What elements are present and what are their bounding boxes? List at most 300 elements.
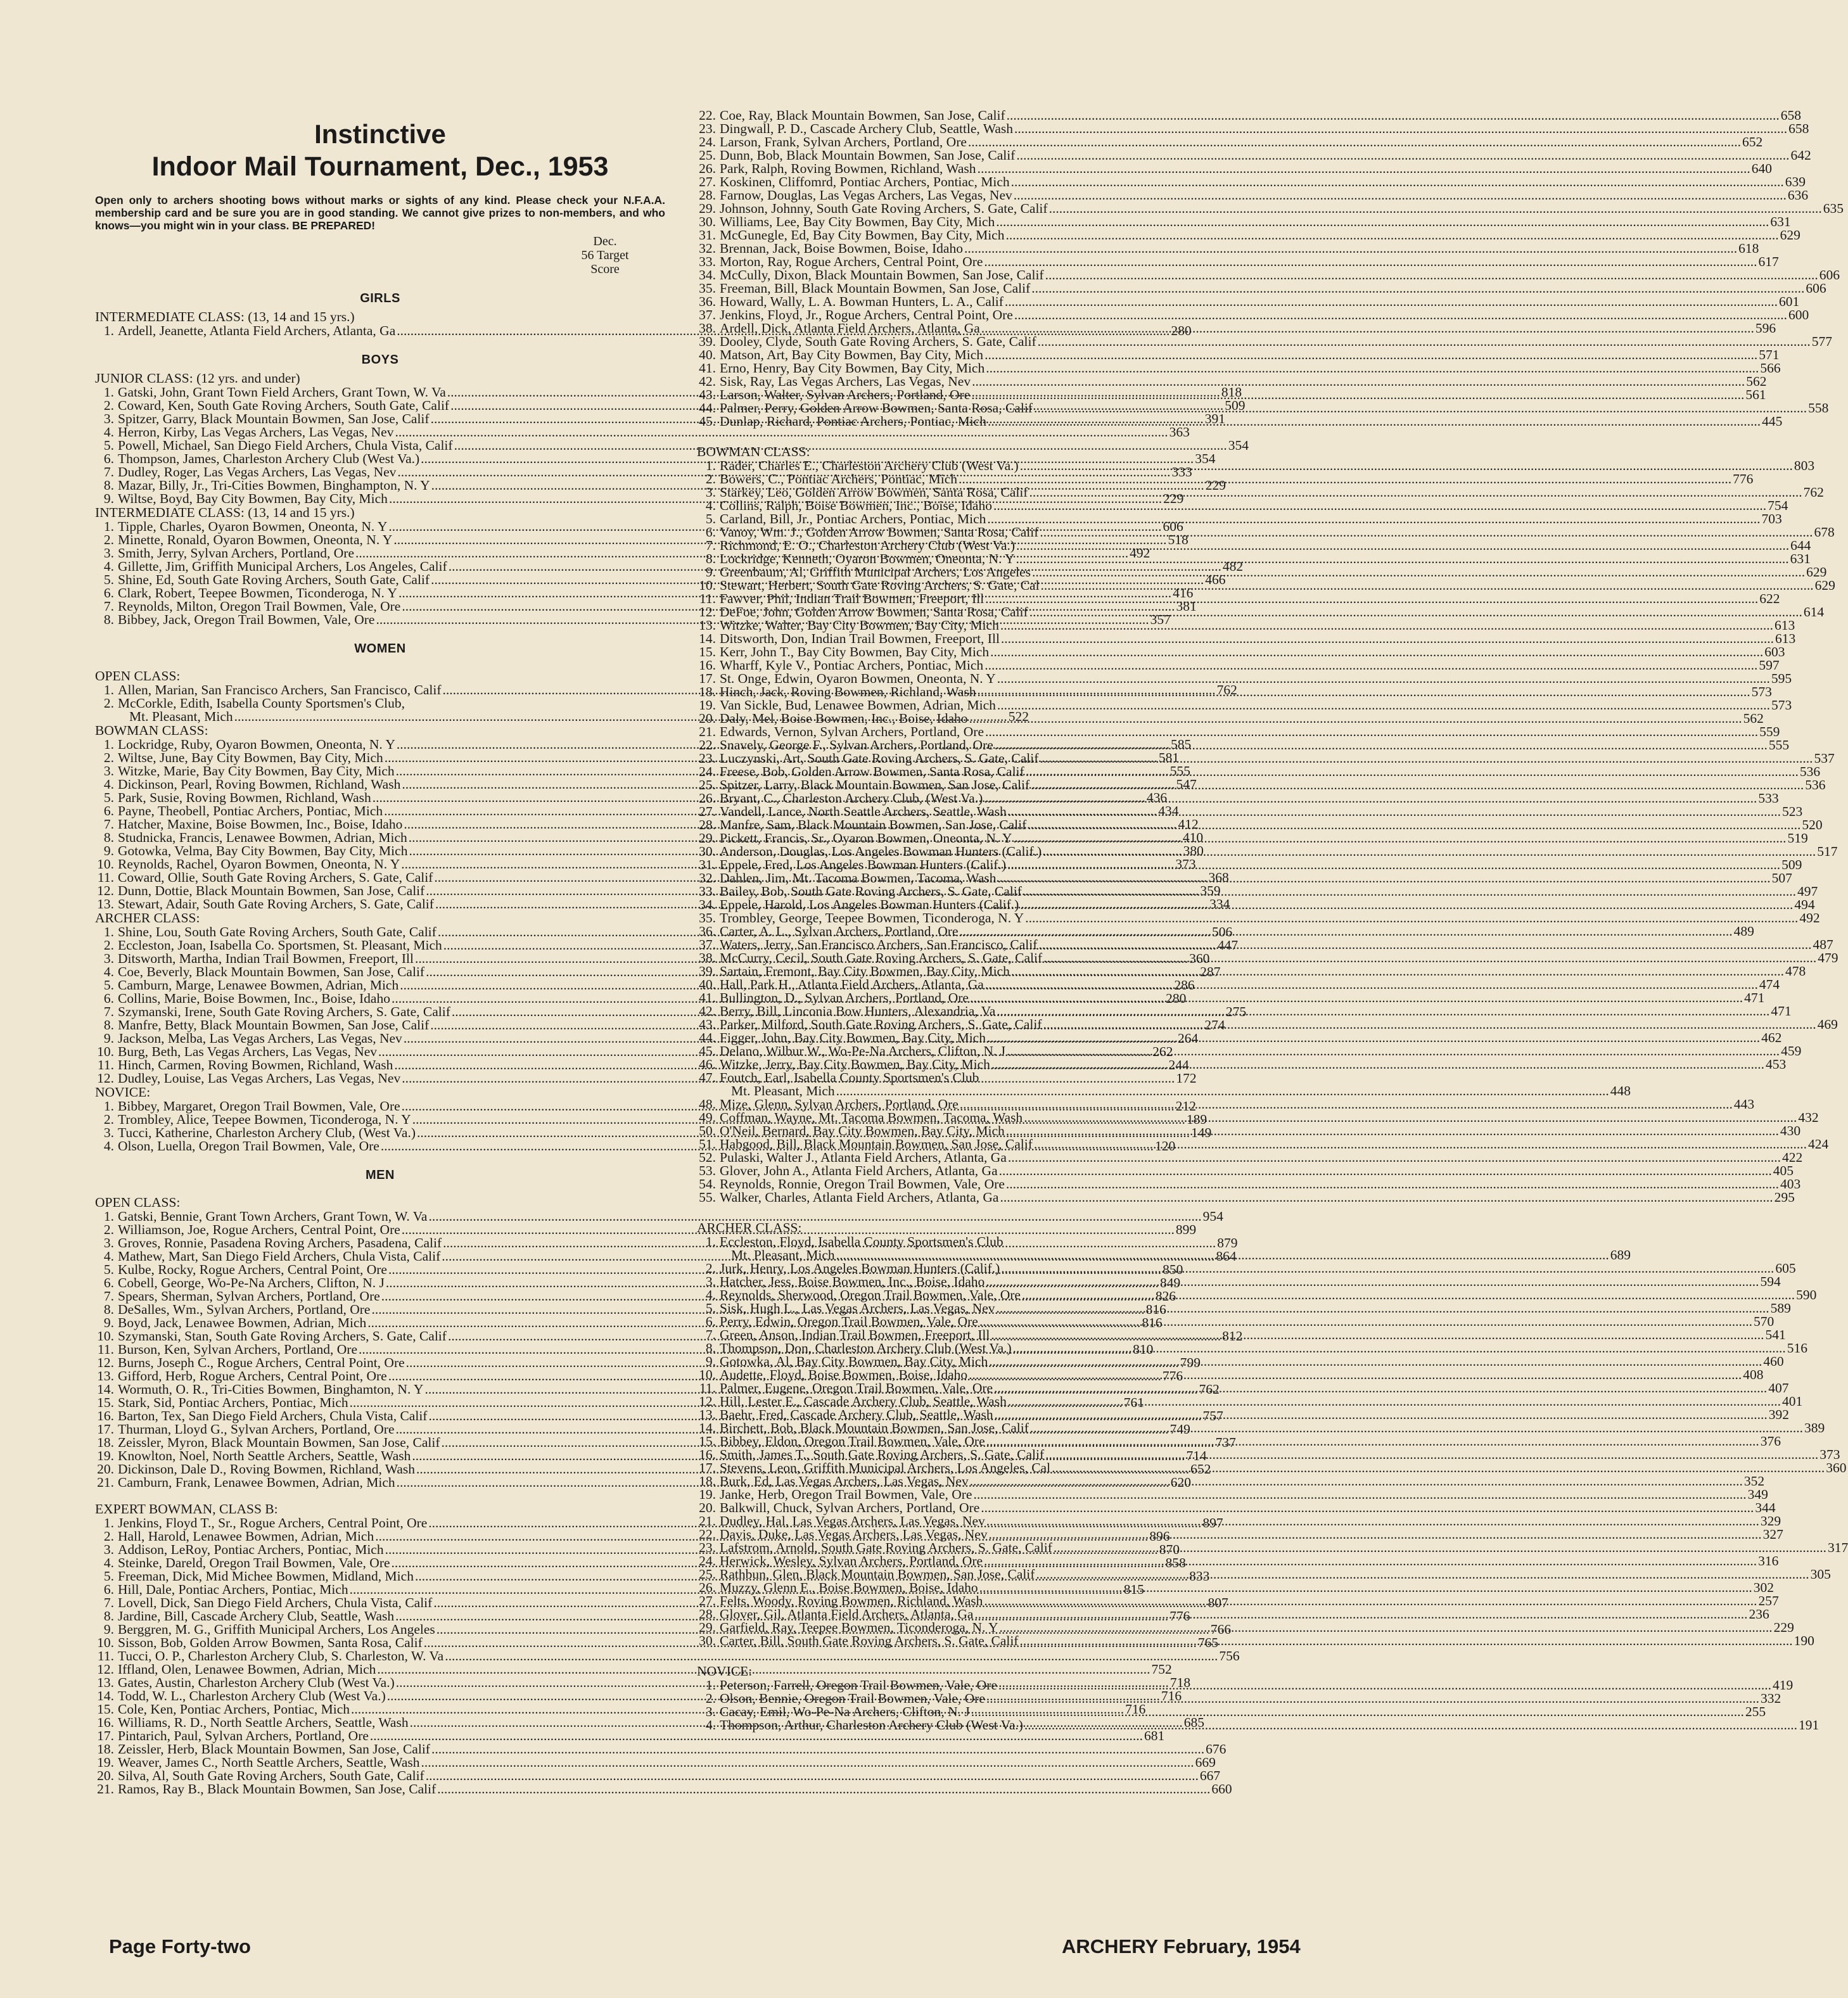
leader-dots bbox=[1032, 566, 1805, 579]
archer-name-club: Allen, Marian, San Francisco Archers, San Francisco, Calif bbox=[118, 682, 442, 697]
archer-name-club: Felts, Woody, Roving Bowmen, Richland, Wash bbox=[720, 1593, 983, 1608]
result-entry bbox=[697, 1123, 1801, 1138]
score-value: 280 bbox=[1166, 991, 1187, 1006]
right-column bbox=[697, 108, 1848, 1733]
rank-number: 6. bbox=[103, 1275, 114, 1290]
result-entry bbox=[697, 1717, 1819, 1733]
score-value: 541 bbox=[1765, 1327, 1786, 1342]
rank-number: 17. bbox=[699, 1460, 716, 1475]
score-value: 344 bbox=[1755, 1500, 1776, 1515]
archer-name-club: Pickett, Francis, Sr., Oyaron Bowmen, Oneonta, N. Y bbox=[720, 830, 1012, 846]
rank-number: 17. bbox=[699, 671, 716, 686]
rank-number: 15. bbox=[97, 1395, 114, 1410]
score-value: 622 bbox=[1759, 591, 1780, 606]
archer-name-club: Carland, Bill, Jr., Pontiac Archers, Pontiac, Mich bbox=[720, 511, 986, 526]
leader-dots bbox=[986, 1515, 1759, 1528]
leader-dots bbox=[985, 348, 1757, 362]
class-heading: OPEN CLASS: bbox=[95, 1195, 181, 1210]
archer-name-club: Dunn, Dottie, Black Mountain Bowmen, San Jose, Calif bbox=[118, 883, 425, 898]
leader-dots bbox=[1026, 765, 1799, 779]
archer-name-club: Coward, Ken, South Gate Roving Archers, South Gate, Calif bbox=[118, 398, 450, 413]
leader-dots bbox=[1034, 1138, 1807, 1154]
archer-name-club: Vanoy, Wm. J., Golden Arrow Bowmen, Santa Rosa, Calif bbox=[720, 525, 1039, 540]
score-value: 422 bbox=[1782, 1150, 1803, 1165]
score-value: 613 bbox=[1775, 631, 1796, 646]
score-value: 562 bbox=[1743, 711, 1764, 726]
leader-dots bbox=[1008, 1151, 1781, 1164]
score-value: 678 bbox=[1814, 525, 1835, 540]
result-entry bbox=[697, 804, 1803, 819]
leader-dots bbox=[431, 1743, 1204, 1756]
archer-name-club: Barton, Tex, San Diego Field Archers, Chula Vista, Calif bbox=[118, 1408, 428, 1423]
rank-number: 43. bbox=[699, 1017, 716, 1032]
rank-number: 8. bbox=[705, 551, 716, 566]
rank-number: 27. bbox=[699, 1593, 716, 1608]
result-entry bbox=[697, 709, 1764, 726]
leader-dots bbox=[1041, 579, 1814, 592]
rank-number: 44. bbox=[699, 1030, 716, 1045]
score-value: 703 bbox=[1761, 511, 1782, 526]
rank-number: 1. bbox=[705, 458, 716, 473]
rank-number: 28. bbox=[699, 817, 716, 832]
rank-number: 1. bbox=[705, 1677, 716, 1693]
rank-number: 7. bbox=[705, 1327, 716, 1342]
archer-name-club: Perry, Edwin, Oregon Trail Bowmen, Vale, Ore bbox=[720, 1314, 978, 1329]
archer-name-club: Kerr, John T., Bay City Bowmen, Bay City, Mich bbox=[720, 644, 990, 659]
score-value: 581 bbox=[1158, 750, 1180, 765]
rank-number: 36. bbox=[699, 924, 716, 939]
archer-name-club: Zeissler, Myron, Black Mountain Bowmen, San Jose, Calif bbox=[118, 1435, 440, 1450]
rank-number: 1. bbox=[705, 1234, 716, 1249]
score-value: 614 bbox=[1803, 604, 1825, 620]
leader-dots bbox=[970, 991, 1743, 1005]
score-value: 600 bbox=[1788, 307, 1809, 322]
leader-dots bbox=[989, 1528, 1762, 1544]
rank-number: 30. bbox=[699, 1633, 716, 1648]
rank-number: 5. bbox=[103, 1568, 114, 1584]
rank-number: 5. bbox=[103, 1262, 114, 1277]
leader-dots bbox=[995, 739, 1768, 752]
archer-name-club: Payne, Theobell, Pontiac Archers, Pontiac, Mich bbox=[118, 803, 383, 818]
result-entry bbox=[697, 671, 1792, 686]
rank-number: 4. bbox=[103, 424, 114, 440]
rank-number: 2. bbox=[705, 1261, 716, 1276]
result-entry bbox=[697, 360, 1781, 376]
archer-name-club: Witzke, Marie, Bay City Bowmen, Bay City, Mich bbox=[118, 763, 395, 779]
score-value: 447 bbox=[1217, 938, 1239, 953]
rank-number: 33. bbox=[699, 884, 716, 899]
rank-number: 27. bbox=[699, 804, 716, 819]
score-value: 275 bbox=[1226, 1004, 1247, 1019]
rank-number: 6. bbox=[103, 991, 114, 1006]
archer-name-club: Burg, Beth, Las Vegas Archers, Las Vegas, Nev bbox=[118, 1044, 378, 1059]
archer-name-club: Herron, Kirby, Las Vegas Archers, Las Vegas, Nev bbox=[118, 424, 394, 440]
score-value: 354 bbox=[1195, 451, 1216, 466]
score-value: 606 bbox=[1819, 267, 1840, 283]
rank-number: 11. bbox=[97, 1648, 114, 1664]
result-entry bbox=[697, 1110, 1819, 1127]
result-entry bbox=[697, 964, 1806, 979]
rank-number: 40. bbox=[699, 347, 716, 362]
rank-number: 5. bbox=[103, 977, 114, 993]
archer-name-club: Bailey, Bob, South Gate Roving Archers, S. Gate, Calif bbox=[720, 884, 1022, 899]
archer-name-club: Gatski, Bennie, Grant Town Archers, Grant Town, W. Va bbox=[118, 1209, 428, 1224]
archer-name-club: Mt. Pleasant, Mich bbox=[731, 1083, 835, 1098]
archer-name-club: Thurman, Lloyd G., Sylvan Archers, Portland, Ore bbox=[118, 1422, 395, 1437]
rank-number: 3. bbox=[705, 1704, 716, 1719]
rank-number: 6. bbox=[705, 525, 716, 540]
score-value: 716 bbox=[1125, 1702, 1146, 1717]
leader-dots bbox=[991, 1328, 1764, 1342]
result-entry bbox=[697, 1460, 1847, 1475]
archer-name-club: Bibbey, Eldon, Oregon Trail Bowmen, Vale, Ore bbox=[720, 1434, 985, 1449]
result-entry bbox=[697, 1301, 1791, 1316]
result-entry bbox=[697, 241, 1759, 256]
archer-name-club: Ramos, Ray B., Black Mountain Bowmen, San Jose, Calif bbox=[118, 1781, 437, 1797]
score-value: 487 bbox=[1813, 937, 1833, 952]
leader-dots bbox=[1031, 282, 1804, 295]
leader-dots bbox=[1000, 619, 1773, 632]
score-value: 561 bbox=[1745, 387, 1766, 402]
leader-dots bbox=[972, 375, 1745, 388]
leader-dots bbox=[1024, 1719, 1797, 1732]
archer-name-club: Coward, Ollie, South Gate Roving Archers, S. Gate, Calif bbox=[118, 870, 433, 885]
rank-number: 1. bbox=[103, 924, 114, 939]
archer-name-club: Cacay, Emil, Wo-Pe-Na Archers, Clifton, N. J bbox=[720, 1704, 970, 1719]
score-value: 305 bbox=[1810, 1567, 1831, 1582]
result-entry bbox=[697, 1677, 1794, 1693]
leader-dots bbox=[1036, 1568, 1809, 1584]
rank-number: 8. bbox=[103, 1017, 114, 1033]
rank-number: 31. bbox=[699, 227, 716, 243]
rank-number: 28. bbox=[699, 188, 716, 203]
rank-number: 8. bbox=[103, 830, 114, 845]
result-entry bbox=[697, 857, 1802, 872]
result-entry bbox=[697, 227, 1800, 243]
score-value: 479 bbox=[1818, 950, 1838, 965]
archer-name-club: Clark, Robert, Teepee Bowmen, Ticonderoga, N. Y bbox=[118, 585, 397, 601]
rank-number: 5. bbox=[103, 438, 114, 453]
score-value: 257 bbox=[1758, 1593, 1779, 1608]
result-entry bbox=[697, 791, 1779, 806]
score-value: 812 bbox=[1222, 1328, 1243, 1344]
rank-number: 5. bbox=[103, 572, 114, 587]
result-entry bbox=[697, 1567, 1831, 1584]
archer-name-club: Birchett, Bob, Black Mountain Bowmen, San Jose, Calif bbox=[720, 1420, 1029, 1435]
rank-number: 15. bbox=[97, 1702, 114, 1717]
archer-name-club: Bibbey, Margaret, Oregon Trail Bowmen, Vale, Ore bbox=[118, 1098, 400, 1114]
result-entry bbox=[95, 1768, 1221, 1783]
archer-name-club: Carter, Bill, South Gate Roving Archers, S. Gate, Calif bbox=[720, 1633, 1019, 1648]
score-value: 547 bbox=[1176, 777, 1197, 792]
rank-number: 49. bbox=[699, 1110, 716, 1125]
result-entry bbox=[697, 1540, 1848, 1555]
leader-dots bbox=[973, 1488, 1746, 1501]
rank-number: 10. bbox=[97, 1635, 114, 1650]
archer-name-club: Richmond, E. O., Charleston Archery Club (West Va.) bbox=[720, 538, 1016, 553]
archer-name-club: Cobell, George, Wo-Pe-Na Archers, Clifton, N. J bbox=[118, 1275, 385, 1290]
leader-dots bbox=[988, 415, 1761, 428]
archer-name-club: Minette, Ronald, Oyaron Bowmen, Oneonta, N. Y bbox=[118, 532, 393, 547]
archer-name-club: Groves, Ronnie, Pasadena Roving Archers, Pasadena, Calif bbox=[118, 1235, 442, 1250]
leader-dots bbox=[1007, 858, 1780, 872]
archer-name-club: Koskinen, Cliffomrd, Pontiac Archers, Pontiac, Mich bbox=[720, 174, 1010, 189]
archer-name-club: Green, Anson, Indian Trail Bowmen, Freeport, Ill bbox=[720, 1327, 990, 1342]
score-value: 879 bbox=[1217, 1235, 1238, 1250]
leader-dots bbox=[969, 1368, 1742, 1382]
rank-number: 12. bbox=[97, 883, 114, 898]
leader-dots bbox=[1007, 109, 1780, 122]
rank-number: 2. bbox=[103, 1222, 114, 1237]
leader-dots bbox=[1006, 1124, 1779, 1138]
class-heading: ARCHER CLASS: bbox=[697, 1220, 802, 1235]
archer-name-club: Howard, Wally, L. A. Bowman Hunters, L. A., Calif bbox=[720, 294, 1004, 309]
archer-name-club: Bowers, C., Pontiac Archers, Pontiac, Mich bbox=[720, 471, 958, 487]
result-entry bbox=[697, 1097, 1755, 1114]
score-value: 818 bbox=[1221, 385, 1242, 400]
result-entry bbox=[697, 751, 1835, 766]
score-value: 757 bbox=[1202, 1408, 1223, 1423]
leader-dots bbox=[984, 1594, 1757, 1608]
score-value: 858 bbox=[1165, 1555, 1186, 1570]
archer-name-club: Camburn, Marge, Lenawee Bowmen, Adrian, Mich bbox=[118, 977, 399, 993]
result-entry bbox=[697, 1580, 1775, 1597]
archer-name-club: Herwick, Wesley, Sylvan Archers, Portland, Ore bbox=[720, 1553, 983, 1568]
result-entry bbox=[697, 307, 1809, 322]
archer-name-club: Starkey, Leo, Golden Arrow Bowmen, Santa Rosa, Calif bbox=[720, 485, 1028, 500]
leader-dots bbox=[1001, 1262, 1774, 1275]
rank-number: 6. bbox=[103, 585, 114, 601]
archer-name-club: Collins, Ralph, Boise Bowmen, Inc., Boise, Idaho bbox=[720, 498, 992, 513]
archer-name-club: Park, Susie, Roving Bowmen, Richland, Wash bbox=[118, 790, 371, 805]
archer-name-club: Weaver, James C., North Seattle Archers, Seattle, Wash bbox=[118, 1755, 420, 1770]
rank-number: 39. bbox=[699, 964, 716, 979]
result-entry bbox=[697, 1017, 1838, 1032]
rank-number: 9. bbox=[103, 843, 114, 858]
result-entry bbox=[697, 1500, 1776, 1515]
rank-number: 5. bbox=[705, 511, 716, 526]
result-entry bbox=[697, 294, 1800, 309]
score-value: 606 bbox=[1806, 281, 1826, 296]
rank-number: 7. bbox=[705, 538, 716, 553]
archer-name-club: Matson, Art, Bay City Bowmen, Bay City, Mich bbox=[720, 347, 984, 362]
result-entry bbox=[697, 134, 1763, 150]
leader-dots bbox=[981, 1501, 1754, 1515]
score-value: 652 bbox=[1190, 1461, 1211, 1477]
score-value: 460 bbox=[1763, 1354, 1784, 1369]
archer-name-club: Dunlap, Richard, Pontiac Archers, Pontiac, Mich bbox=[720, 414, 986, 429]
leader-dots bbox=[981, 322, 1754, 335]
score-value: 595 bbox=[1771, 671, 1792, 686]
score-value: 229 bbox=[1773, 1620, 1794, 1635]
score-value: 389 bbox=[1804, 1420, 1825, 1435]
archer-name-club: Burk, Ed, Las Vegas Archers, Las Vegas, Nev bbox=[720, 1473, 969, 1489]
score-value: 585 bbox=[1171, 737, 1192, 752]
leader-dots bbox=[978, 682, 1750, 699]
score-value: 776 bbox=[1162, 1368, 1183, 1384]
score-value: 631 bbox=[1770, 214, 1791, 229]
archer-name-club: Cole, Ken, Pontiac Archers, Pontiac, Mich bbox=[118, 1702, 350, 1717]
leader-dots bbox=[971, 1702, 1744, 1719]
result-entry bbox=[697, 148, 1811, 163]
rank-number: 26. bbox=[699, 791, 716, 806]
rank-number: 1. bbox=[103, 1209, 114, 1224]
result-entry bbox=[697, 870, 1792, 886]
score-value: 380 bbox=[1183, 843, 1204, 858]
archer-name-club: Audette, Floyd, Boise Bowmen, Boise, Idaho bbox=[720, 1367, 968, 1382]
rank-number: 29. bbox=[699, 830, 716, 846]
archer-name-club: Wormuth, O. R., Tri-Cities Bowmen, Binghamton, N. Y bbox=[118, 1382, 424, 1397]
result-entry bbox=[95, 1728, 1165, 1743]
score-value: 618 bbox=[1738, 241, 1759, 256]
rank-number: 13. bbox=[699, 618, 716, 633]
rank-number: 23. bbox=[699, 1540, 716, 1555]
archer-name-club: Manfre, Sam, Black Mountain Bowmen, San Jose, Calif bbox=[720, 817, 1027, 832]
result-entry bbox=[697, 347, 1780, 362]
rank-number: 9. bbox=[705, 564, 716, 580]
archer-name-club: Tucci, Katherine, Charleston Archery Club, (West Va.) bbox=[118, 1125, 416, 1140]
leader-dots bbox=[437, 1783, 1210, 1796]
rank-number: 20. bbox=[699, 1500, 716, 1515]
rank-number: 1. bbox=[103, 1515, 114, 1530]
rank-number: 21. bbox=[699, 724, 716, 739]
rank-number: 5. bbox=[705, 1301, 716, 1316]
rank-number: 3. bbox=[103, 1235, 114, 1250]
score-value: 644 bbox=[1790, 538, 1811, 553]
score-value: 850 bbox=[1163, 1262, 1183, 1277]
archer-name-club: Farnow, Douglas, Las Vegas Archers, Las Vegas, Nev bbox=[720, 188, 1012, 203]
leader-dots bbox=[987, 1031, 1760, 1045]
score-value: 391 bbox=[1204, 411, 1225, 426]
result-entry bbox=[697, 1043, 1802, 1059]
score-value: 357 bbox=[1150, 612, 1171, 627]
rank-number: 4. bbox=[103, 1555, 114, 1570]
rank-number: 20. bbox=[97, 1461, 114, 1477]
leader-dots bbox=[1022, 1289, 1795, 1302]
rank-number: 16. bbox=[699, 1447, 716, 1462]
class-heading: INTERMEDIATE CLASS: (13, 14 and 15 yrs.) bbox=[95, 309, 355, 324]
archer-name-club: Camburn, Frank, Lenawee Bowmen, Adrian, Mich bbox=[118, 1475, 395, 1490]
class-heading: OPEN CLASS: bbox=[95, 668, 181, 684]
rank-number: 29. bbox=[699, 201, 716, 216]
score-value: 368 bbox=[1208, 870, 1229, 885]
rank-number: 2. bbox=[103, 1529, 114, 1544]
leader-dots bbox=[991, 1058, 1764, 1071]
leader-dots bbox=[959, 473, 1731, 486]
rank-number: 38. bbox=[699, 321, 716, 336]
rank-number: 6. bbox=[705, 1314, 716, 1329]
rank-number: 7. bbox=[103, 1595, 114, 1610]
score-value: 264 bbox=[1177, 1031, 1199, 1046]
rank-number: 22. bbox=[699, 737, 716, 753]
archer-name-club: Delano, Wilbur W., Wo-Pe-Na Archers, Clifton, N. J bbox=[720, 1043, 1006, 1059]
section-heading: MEN bbox=[366, 1168, 395, 1182]
rank-number: 7. bbox=[103, 1289, 114, 1304]
rank-number: 3. bbox=[103, 1542, 114, 1557]
score-value: 236 bbox=[1749, 1607, 1769, 1622]
score-value: 302 bbox=[1753, 1580, 1775, 1595]
leader-dots bbox=[1043, 845, 1816, 858]
archer-name-club: Eccleston, Floyd, Isabella County Sportsmen's Club bbox=[720, 1234, 1004, 1249]
leader-dots bbox=[1024, 1111, 1797, 1127]
result-entry bbox=[697, 1407, 1790, 1422]
result-entry bbox=[697, 1057, 1787, 1072]
rank-number: 11. bbox=[699, 591, 716, 606]
score-value: 432 bbox=[1798, 1110, 1819, 1125]
rank-number: 4. bbox=[103, 777, 114, 792]
score-value: 494 bbox=[1794, 897, 1815, 912]
rank-number: 31. bbox=[699, 857, 716, 872]
score-value: 453 bbox=[1766, 1057, 1787, 1072]
leader-dots bbox=[1011, 175, 1784, 189]
archer-name-club: Sisk, Hugh L., Las Vegas Archers, Las Vegas, Nev bbox=[720, 1301, 995, 1316]
score-value: 469 bbox=[1817, 1017, 1838, 1032]
leader-dots bbox=[994, 1382, 1767, 1395]
archer-name-club: Witzke, Jerry, Bay City Bowmen, Bay City, Mich bbox=[720, 1057, 990, 1072]
rank-number: 10. bbox=[97, 1044, 114, 1059]
rank-number: 3. bbox=[103, 1125, 114, 1140]
archer-name-club: Hall, Harold, Lenawee Bowmen, Adrian, Mich bbox=[118, 1529, 374, 1544]
score-value: 536 bbox=[1805, 777, 1826, 792]
rank-number: 10. bbox=[699, 1367, 716, 1382]
result-entry bbox=[697, 1190, 1795, 1205]
archer-name-club: Thompson, Don, Charleston Archery Club (West Va.) bbox=[720, 1340, 1012, 1356]
score-value: 471 bbox=[1771, 1003, 1792, 1019]
score-value: 776 bbox=[1733, 471, 1754, 487]
rank-number: 26. bbox=[699, 1580, 716, 1595]
archer-name-club: Kulbe, Rocky, Rogue Archers, Central Point, Ore bbox=[118, 1262, 387, 1277]
rank-number: 2. bbox=[705, 1691, 716, 1706]
score-value: 629 bbox=[1780, 227, 1800, 243]
rank-number: 46. bbox=[699, 1057, 716, 1072]
archer-name-club: Palmer, Perry, Golden Arrow Bowmen, Santa Rosa, Calif bbox=[720, 400, 1033, 416]
magazine-issue: ARCHERY February, 1954 bbox=[1062, 1935, 1301, 1957]
leader-dots bbox=[964, 242, 1737, 255]
score-value: 359 bbox=[1200, 883, 1221, 898]
leader-dots bbox=[1043, 1018, 1816, 1031]
score-value: 497 bbox=[1797, 884, 1818, 899]
score-value: 405 bbox=[1773, 1163, 1794, 1178]
rank-number: 42. bbox=[699, 374, 716, 389]
archer-name-club: Shine, Ed, South Gate Roving Archers, South Gate, Calif bbox=[118, 572, 430, 587]
score-value: 191 bbox=[1799, 1717, 1819, 1733]
leader-dots bbox=[1008, 805, 1781, 818]
score-value: 689 bbox=[1610, 1247, 1631, 1263]
archer-name-club: Hinch, Carmen, Roving Bowmen, Richland, Wash bbox=[118, 1057, 393, 1072]
rank-number: 3. bbox=[103, 951, 114, 966]
rank-number: 11. bbox=[699, 1380, 716, 1396]
archer-name-club: Hall, Park H., Atlanta Field Archers, Atlanta, Ga bbox=[720, 977, 984, 992]
score-value: 492 bbox=[1799, 910, 1820, 926]
rank-number: 18. bbox=[97, 1741, 114, 1757]
archer-name-club: Burns, Joseph C., Rogue Archers, Central Point, Ore bbox=[118, 1355, 405, 1370]
rank-number: 30. bbox=[699, 214, 716, 229]
result-entry bbox=[697, 1235, 1281, 1249]
score-value: 274 bbox=[1204, 1017, 1225, 1033]
score-value: 229 bbox=[1163, 491, 1184, 506]
leader-dots bbox=[985, 659, 1757, 672]
rank-number: 34. bbox=[699, 897, 716, 912]
score-value: 434 bbox=[1158, 803, 1179, 818]
score-value: 448 bbox=[1610, 1083, 1631, 1098]
leader-dots bbox=[978, 162, 1750, 175]
archer-name-club: Spitzer, Larry, Black Mountain Bowmen, San Jose, Calif bbox=[720, 777, 1030, 792]
archer-name-club: DeFoe, John, Golden Arrow Bowmen, Santa Rosa, Calif bbox=[720, 604, 1028, 620]
rank-number: 27. bbox=[699, 174, 716, 189]
rank-number: 14. bbox=[97, 1382, 114, 1397]
archer-name-club: Freeman, Bill, Black Mountain Bowmen, San Jose, Calif bbox=[720, 281, 1031, 296]
leader-dots bbox=[998, 1679, 1771, 1692]
